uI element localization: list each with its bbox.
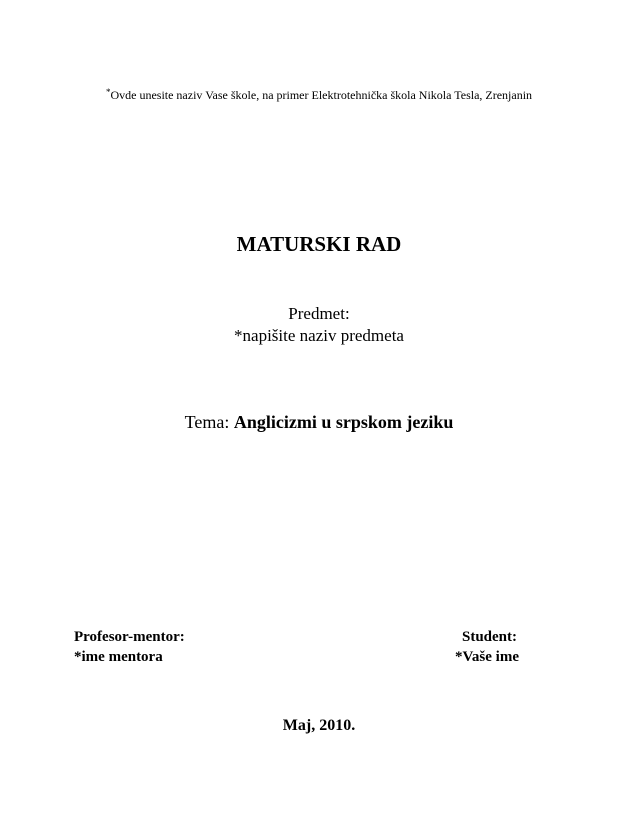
asterisk-marker: *	[105, 87, 111, 97]
topic-label: Tema:	[184, 412, 234, 432]
mentor-label: Profesor-mentor:	[74, 629, 185, 645]
mentor-name: *ime mentora	[74, 649, 163, 665]
document-title: MATURSKI RAD	[236, 232, 402, 256]
subject-label: Predmet:	[288, 304, 350, 323]
student-label: Student:	[461, 629, 517, 645]
topic-value: Anglicizmi u srpskom jeziku	[233, 412, 454, 432]
topic-line	[0, 412, 638, 433]
school-note-text: Ovde unesite naziv Vase škole, na primer Elektrotehnička škola Nikola Tesla, Zrenjanin	[110, 88, 533, 102]
student-name: *Vaše ime	[454, 649, 519, 665]
subject-value: *napišite naziv predmeta	[234, 326, 404, 345]
school-name-note	[0, 88, 638, 103]
document-date: Maj, 2010.	[282, 717, 356, 734]
